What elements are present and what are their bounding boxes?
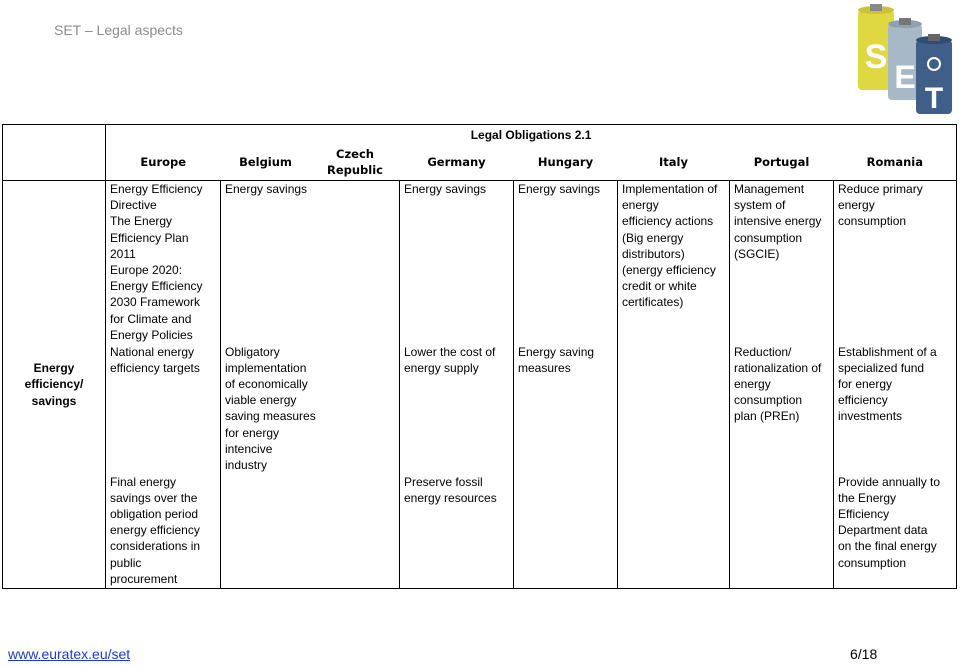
- header-germany: Germany: [400, 145, 514, 181]
- svg-text:T: T: [924, 82, 944, 115]
- header-portugal: Portugal: [730, 145, 834, 181]
- cell-hungary-2: Energy saving measures: [514, 344, 618, 474]
- svg-text:S: S: [864, 38, 888, 76]
- cell-belgium-czech-1: Energy savings: [221, 181, 400, 344]
- svg-text:E: E: [894, 59, 916, 95]
- cell-germany-1: Energy savings: [400, 181, 514, 344]
- table-title: Legal Obligations 2.1: [106, 125, 957, 145]
- header-czech-republic: Czech Republic: [311, 145, 400, 181]
- cell-italy-2: [618, 344, 730, 474]
- cell-belgium-czech-3: [221, 474, 400, 589]
- header-italy: Italy: [618, 145, 730, 181]
- set-logo: [852, 2, 958, 116]
- cell-romania-3: Provide annually to the Energy Efficiency Department data on the final energy consumption: [834, 474, 957, 589]
- logo-spool-t: [916, 34, 952, 115]
- cell-belgium-czech-2: Obligatory implementation of economically viable energy saving measures for energy intencive industry: [221, 344, 400, 474]
- header-belgium: Belgium: [221, 145, 311, 181]
- cell-hungary-3: [514, 474, 618, 589]
- cell-europe-2: National energy efficiency targets: [106, 344, 221, 474]
- row-header-energy-efficiency: Energy efficiency/ savings: [3, 181, 106, 589]
- cell-hungary-1: Energy savings: [514, 181, 618, 344]
- cell-germany-2: Lower the cost of energy supply: [400, 344, 514, 474]
- cell-italy-1: Implementation of energy efficiency actions (Big energy distributors) (energy efficiency credit or white certificates): [618, 181, 730, 344]
- cell-portugal-1: Management system of intensive energy consumption (SGCIE): [730, 181, 834, 344]
- cell-europe-3: Final energy savings over the obligation period energy efficiency considerations in public procurement: [106, 474, 221, 589]
- cell-germany-3: Preserve fossil energy resources: [400, 474, 514, 589]
- cell-romania-2: Establishment of a specialized fund for energy efficiency investments: [834, 344, 957, 474]
- table-corner-lower: [3, 145, 106, 181]
- page-number: 6/18: [850, 646, 878, 662]
- page-header-title: SET – Legal aspects: [54, 22, 183, 38]
- cell-europe-1: Energy Efficiency Directive The Energy Efficiency Plan 2011 Europe 2020: Energy Efficiency 2030 Framework for Climate and Energy Policies: [106, 181, 221, 344]
- header-hungary: Hungary: [514, 145, 618, 181]
- cell-portugal-3: [730, 474, 834, 589]
- cell-italy-3: [618, 474, 730, 589]
- cell-portugal-2: Reduction/ rationalization of energy consumption plan (PREn): [730, 344, 834, 474]
- header-romania: Romania: [834, 145, 957, 181]
- table-corner: [3, 125, 106, 145]
- legal-obligations-table: [2, 124, 957, 589]
- footer-website-link[interactable]: www.euratex.eu/set: [8, 646, 131, 662]
- cell-romania-1: Reduce primary energy consumption: [834, 181, 957, 344]
- header-europe: Europe: [106, 145, 221, 181]
